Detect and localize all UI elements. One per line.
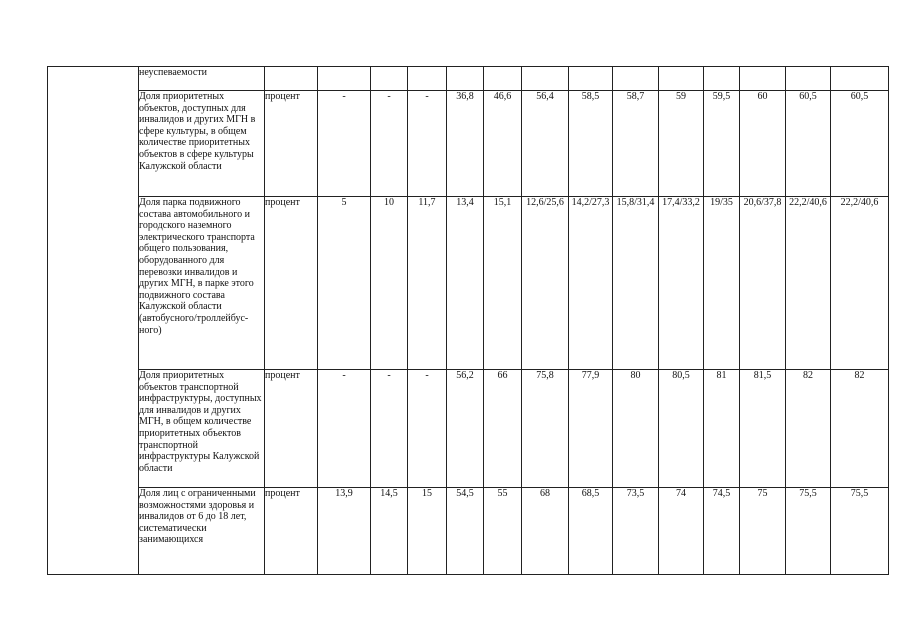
indicator-name-cell: неуспеваемости xyxy=(139,67,265,91)
value-cell: 10 xyxy=(371,197,408,370)
value-cell: 58,5 xyxy=(569,91,613,197)
unit-cell: процент xyxy=(265,488,318,575)
value-cell: 75,5 xyxy=(831,488,889,575)
unit-cell xyxy=(265,67,318,91)
value-cell: - xyxy=(371,370,408,488)
value-cell: 56,2 xyxy=(447,370,484,488)
value-cell xyxy=(318,67,371,91)
value-cell xyxy=(371,67,408,91)
value-cell: 20,6/37,8 xyxy=(740,197,786,370)
value-cell: 15 xyxy=(408,488,447,575)
value-cell: 13,9 xyxy=(318,488,371,575)
value-cell: 74 xyxy=(659,488,704,575)
value-cell: 75,5 xyxy=(786,488,831,575)
value-cell: 60,5 xyxy=(831,91,889,197)
value-cell xyxy=(740,67,786,91)
value-cell: - xyxy=(318,370,371,488)
indicator-name-cell: Доля приоритетных объектов транспортной инфраструктуры, доступных для инвалидов и других МГН, в общем количестве приоритетных объектов транспортной инфраструктуры Калужской области xyxy=(139,370,265,488)
indicators-table xyxy=(47,66,889,575)
value-cell: 14,2/27,3 xyxy=(569,197,613,370)
value-cell: 82 xyxy=(831,370,889,488)
value-cell: 5 xyxy=(318,197,371,370)
value-cell: 73,5 xyxy=(613,488,659,575)
value-cell: 60 xyxy=(740,91,786,197)
value-cell xyxy=(569,67,613,91)
value-cell: 56,4 xyxy=(522,91,569,197)
value-cell xyxy=(704,67,740,91)
value-cell: 11,7 xyxy=(408,197,447,370)
value-cell xyxy=(613,67,659,91)
value-cell: 66 xyxy=(484,370,522,488)
value-cell xyxy=(522,67,569,91)
unit-cell: процент xyxy=(265,370,318,488)
value-cell: 15,8/31,4 xyxy=(613,197,659,370)
value-cell: 77,9 xyxy=(569,370,613,488)
value-cell: 68,5 xyxy=(569,488,613,575)
table-row xyxy=(48,67,889,91)
value-cell: 22,2/40,6 xyxy=(786,197,831,370)
indicator-name-cell: Доля приоритетных объектов, доступных для инвалидов и других МГН в сфере культуры, в общем количестве приоритетных объектов в сфере культуры Калужской области xyxy=(139,91,265,197)
value-cell: - xyxy=(408,370,447,488)
value-cell: 81,5 xyxy=(740,370,786,488)
value-cell xyxy=(408,67,447,91)
value-cell: - xyxy=(408,91,447,197)
value-cell: - xyxy=(371,91,408,197)
value-cell: 22,2/40,6 xyxy=(831,197,889,370)
value-cell: 17,4/33,2 xyxy=(659,197,704,370)
indicator-name-cell: Доля парка подвижного состава автомобильного и городского наземного электрического транспорта общего пользования, оборудованного для перевозки инвалидов и других МГН, в парке этого подвижного состава Калужской области (автобусного/троллейбус-ного) xyxy=(139,197,265,370)
value-cell: 60,5 xyxy=(786,91,831,197)
value-cell: 19/35 xyxy=(704,197,740,370)
value-cell xyxy=(484,67,522,91)
value-cell: 82 xyxy=(786,370,831,488)
table-row xyxy=(48,91,889,197)
value-cell: 81 xyxy=(704,370,740,488)
value-cell: 58,7 xyxy=(613,91,659,197)
value-cell xyxy=(447,67,484,91)
value-cell: 14,5 xyxy=(371,488,408,575)
value-cell xyxy=(831,67,889,91)
value-cell: 68 xyxy=(522,488,569,575)
value-cell: - xyxy=(318,91,371,197)
indicator-name-cell: Доля лиц с ограниченными возможностями здоровья и инвалидов от 6 до 18 лет, систематически занимающихся xyxy=(139,488,265,575)
unit-cell: процент xyxy=(265,197,318,370)
value-cell: 36,8 xyxy=(447,91,484,197)
table-row xyxy=(48,197,889,370)
value-cell: 15,1 xyxy=(484,197,522,370)
value-cell: 54,5 xyxy=(447,488,484,575)
value-cell xyxy=(786,67,831,91)
table-row xyxy=(48,488,889,575)
value-cell xyxy=(659,67,704,91)
row-number-column xyxy=(48,67,139,575)
value-cell: 46,6 xyxy=(484,91,522,197)
value-cell: 59 xyxy=(659,91,704,197)
value-cell: 13,4 xyxy=(447,197,484,370)
value-cell: 74,5 xyxy=(704,488,740,575)
value-cell: 80 xyxy=(613,370,659,488)
value-cell: 55 xyxy=(484,488,522,575)
value-cell: 75 xyxy=(740,488,786,575)
value-cell: 59,5 xyxy=(704,91,740,197)
unit-cell: процент xyxy=(265,91,318,197)
table-row xyxy=(48,370,889,488)
value-cell: 12,6/25,6 xyxy=(522,197,569,370)
value-cell: 75,8 xyxy=(522,370,569,488)
value-cell: 80,5 xyxy=(659,370,704,488)
